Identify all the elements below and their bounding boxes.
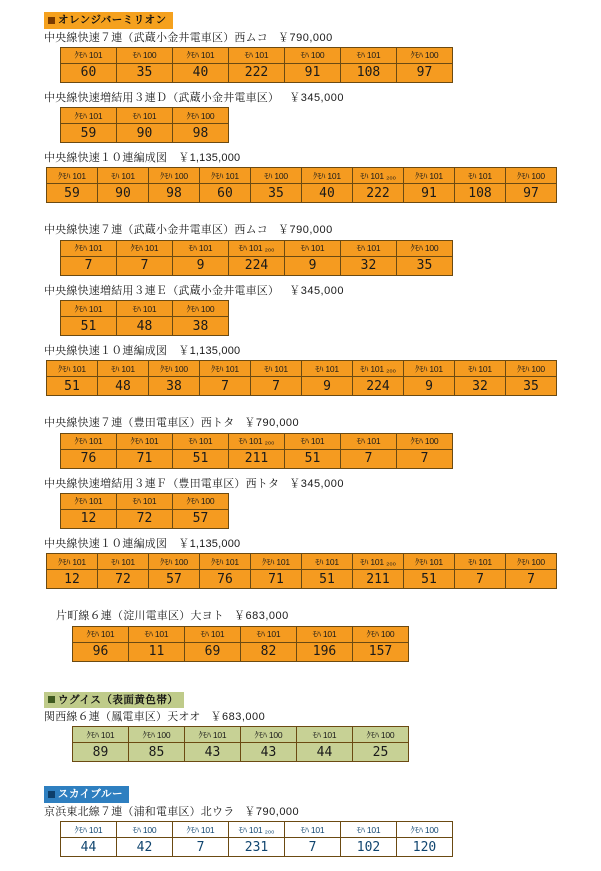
car-number-cell: 38 bbox=[149, 377, 200, 396]
train-entry bbox=[0, 151, 601, 203]
section-label: オレンジバーミリオン bbox=[58, 14, 167, 26]
car-code-cell: ｸﾓﾊ 100 bbox=[173, 108, 229, 124]
car-number-cell: 157 bbox=[353, 642, 409, 661]
car-number-cell: 12 bbox=[61, 509, 117, 528]
train-entry bbox=[0, 31, 601, 83]
car-code-cell: ﾓﾊ 101 ₂₀₀ bbox=[229, 240, 285, 256]
train-title bbox=[44, 151, 601, 165]
car-code-cell: ﾓﾊ 101 bbox=[117, 301, 173, 317]
car-number-cell: 224 bbox=[353, 377, 404, 396]
car-code-cell: ﾓﾊ 101 bbox=[341, 433, 397, 449]
car-code-cell: ﾓﾊ 101 bbox=[285, 433, 341, 449]
car-number-cell: 231 bbox=[229, 838, 285, 857]
car-code-row bbox=[61, 822, 453, 838]
car-number-cell: 90 bbox=[98, 184, 149, 203]
car-code-cell: ﾓﾊ 101 bbox=[98, 168, 149, 184]
car-number-row bbox=[47, 377, 557, 396]
car-code-cell: ﾓﾊ 101 bbox=[455, 554, 506, 570]
car-code-cell: ﾓﾊ 101 bbox=[98, 554, 149, 570]
train-title bbox=[44, 284, 601, 298]
car-formation-table bbox=[60, 240, 453, 276]
car-code-cell: ｸﾓﾊ 101 bbox=[117, 433, 173, 449]
car-code-cell: ｸﾓﾊ 100 bbox=[173, 493, 229, 509]
car-code-cell: ｸﾓﾊ 100 bbox=[173, 301, 229, 317]
car-number-cell: 91 bbox=[404, 184, 455, 203]
car-code-cell: ｸﾓﾊ 101 bbox=[404, 361, 455, 377]
train-title bbox=[44, 710, 601, 724]
car-number-cell: 7 bbox=[251, 377, 302, 396]
car-number-cell: 97 bbox=[397, 63, 453, 82]
car-number-row bbox=[73, 642, 409, 661]
car-code-cell: ｸﾓﾊ 101 bbox=[61, 433, 117, 449]
train-price: ￥345,000 bbox=[289, 284, 344, 297]
train-title bbox=[44, 344, 601, 358]
car-code-row bbox=[61, 433, 453, 449]
car-code-cell: ﾓﾊ 101 bbox=[185, 626, 241, 642]
train-name: 中央線快速７連（武蔵小金井電車区）西ムコ bbox=[44, 224, 268, 237]
car-number-cell: 222 bbox=[229, 63, 285, 82]
train-entry bbox=[0, 609, 601, 661]
car-number-cell: 57 bbox=[173, 509, 229, 528]
car-code-cell: ﾓﾊ 101 bbox=[173, 240, 229, 256]
train-price: ￥345,000 bbox=[289, 477, 344, 490]
car-number-cell: 85 bbox=[129, 743, 185, 762]
car-number-cell: 9 bbox=[404, 377, 455, 396]
car-code-cell: ｸﾓﾊ 101 bbox=[47, 361, 98, 377]
car-number-cell: 69 bbox=[185, 642, 241, 661]
car-code-cell: ｸﾓﾊ 100 bbox=[149, 554, 200, 570]
car-code-cell: ｸﾓﾊ 101 bbox=[61, 493, 117, 509]
car-number-cell: 44 bbox=[61, 838, 117, 857]
car-number-cell: 51 bbox=[404, 570, 455, 589]
car-number-cell: 98 bbox=[149, 184, 200, 203]
car-code-cell: ﾓﾊ 101 bbox=[302, 554, 353, 570]
car-number-cell: 51 bbox=[302, 570, 353, 589]
car-code-cell: ｸﾓﾊ 101 bbox=[61, 108, 117, 124]
car-formation-table bbox=[60, 821, 453, 857]
section-header bbox=[44, 12, 173, 29]
car-number-cell: 44 bbox=[297, 743, 353, 762]
train-price: ￥345,000 bbox=[289, 91, 344, 104]
car-code-row bbox=[61, 47, 453, 63]
car-number-cell: 7 bbox=[506, 570, 557, 589]
car-number-cell: 91 bbox=[285, 63, 341, 82]
car-code-cell: ﾓﾊ 101 ₂₀₀ bbox=[353, 168, 404, 184]
car-number-cell: 59 bbox=[61, 124, 117, 143]
car-code-cell: ｸﾓﾊ 100 bbox=[506, 168, 557, 184]
train-entry bbox=[0, 416, 601, 468]
car-number-cell: 32 bbox=[341, 256, 397, 275]
train-name: 中央線快速増結用３連Ｅ（武蔵小金井電車区） bbox=[44, 284, 280, 297]
car-number-row bbox=[73, 743, 409, 762]
car-code-cell: ﾓﾊ 101 bbox=[455, 168, 506, 184]
car-code-row bbox=[73, 727, 409, 743]
train-entry bbox=[0, 477, 601, 529]
section-marker-icon bbox=[48, 791, 55, 798]
car-formation-table bbox=[46, 553, 557, 589]
car-code-cell: ｸﾓﾊ 101 bbox=[173, 822, 229, 838]
car-code-cell: ﾓﾊ 101 bbox=[285, 822, 341, 838]
car-code-row bbox=[61, 493, 229, 509]
car-code-cell: ｸﾓﾊ 101 bbox=[47, 554, 98, 570]
train-name: 中央線快速１０連編成図 ￥1,135,000 bbox=[44, 152, 241, 165]
car-number-cell: 9 bbox=[285, 256, 341, 275]
car-number-cell: 38 bbox=[173, 317, 229, 336]
train-entry bbox=[0, 805, 601, 857]
car-code-cell: ﾓﾊ 100 bbox=[117, 822, 173, 838]
car-number-row bbox=[47, 570, 557, 589]
car-code-cell: ｸﾓﾊ 101 bbox=[251, 554, 302, 570]
car-formation-table bbox=[72, 626, 409, 662]
car-number-cell: 51 bbox=[47, 377, 98, 396]
car-number-cell: 43 bbox=[241, 743, 297, 762]
train-entry bbox=[0, 284, 601, 336]
train-title bbox=[44, 416, 601, 430]
train-name: 中央線快速７連（豊田電車区）西トタ bbox=[44, 417, 235, 430]
car-number-cell: 222 bbox=[353, 184, 404, 203]
car-code-cell: ﾓﾊ 101 bbox=[241, 626, 297, 642]
car-code-cell: ﾓﾊ 101 bbox=[455, 361, 506, 377]
car-number-cell: 76 bbox=[61, 449, 117, 468]
car-formation-table bbox=[46, 360, 557, 396]
car-number-cell: 43 bbox=[185, 743, 241, 762]
train-entry bbox=[0, 537, 601, 589]
car-code-cell: ｸﾓﾊ 101 bbox=[302, 168, 353, 184]
car-code-cell: ｸﾓﾊ 100 bbox=[397, 822, 453, 838]
car-code-cell: ﾓﾊ 101 bbox=[173, 433, 229, 449]
car-code-cell: ｸﾓﾊ 100 bbox=[149, 361, 200, 377]
section-marker-icon bbox=[48, 17, 55, 24]
car-number-cell: 71 bbox=[251, 570, 302, 589]
section-label: ウグイス（表面黄色帯） bbox=[58, 693, 179, 706]
car-number-cell: 82 bbox=[241, 642, 297, 661]
train-name: 京浜東北線７連（浦和電車区）北ウラ bbox=[44, 806, 235, 819]
car-number-cell: 51 bbox=[285, 449, 341, 468]
train-name: 中央線快速１０連編成図 ￥1,135,000 bbox=[44, 537, 241, 550]
car-number-cell: 76 bbox=[200, 570, 251, 589]
car-code-cell: ｸﾓﾊ 100 bbox=[241, 727, 297, 743]
car-code-cell: ﾓﾊ 101 bbox=[297, 626, 353, 642]
car-number-cell: 7 bbox=[200, 377, 251, 396]
car-number-cell: 72 bbox=[98, 570, 149, 589]
train-title bbox=[44, 805, 601, 819]
car-number-cell: 7 bbox=[117, 256, 173, 275]
car-number-row bbox=[61, 449, 453, 468]
train-price: ￥790,000 bbox=[244, 806, 300, 819]
car-number-row bbox=[47, 184, 557, 203]
train-entry bbox=[0, 344, 601, 396]
car-number-cell: 11 bbox=[129, 642, 185, 661]
car-formation-table bbox=[72, 726, 409, 762]
car-code-cell: ﾓﾊ 100 bbox=[251, 168, 302, 184]
car-number-cell: 42 bbox=[117, 838, 173, 857]
car-code-cell: ｸﾓﾊ 101 bbox=[61, 301, 117, 317]
car-code-cell: ﾓﾊ 101 bbox=[129, 626, 185, 642]
car-code-cell: ｸﾓﾊ 101 bbox=[61, 822, 117, 838]
car-formation-table bbox=[60, 493, 229, 529]
car-number-cell: 108 bbox=[341, 63, 397, 82]
car-number-cell: 9 bbox=[173, 256, 229, 275]
section-header-wrap bbox=[44, 784, 601, 803]
car-code-row bbox=[47, 168, 557, 184]
car-code-row bbox=[61, 240, 453, 256]
train-entry bbox=[0, 223, 601, 275]
car-number-cell: 7 bbox=[341, 449, 397, 468]
car-number-cell: 25 bbox=[353, 743, 409, 762]
train-entry bbox=[0, 710, 601, 762]
train-price: ￥683,000 bbox=[234, 610, 289, 623]
car-number-cell: 35 bbox=[251, 184, 302, 203]
car-number-row bbox=[61, 63, 453, 82]
car-code-cell: ｸﾓﾊ 100 bbox=[506, 554, 557, 570]
car-formation-table bbox=[60, 107, 229, 143]
car-code-cell: ｸﾓﾊ 101 bbox=[200, 361, 251, 377]
car-code-cell: ｸﾓﾊ 101 bbox=[173, 47, 229, 63]
car-number-cell: 51 bbox=[173, 449, 229, 468]
car-number-cell: 7 bbox=[285, 838, 341, 857]
train-price: ￥790,000 bbox=[278, 224, 333, 237]
train-name: 片町線６連（淀川電車区）大ヨト bbox=[56, 610, 224, 623]
car-number-cell: 7 bbox=[455, 570, 506, 589]
car-code-cell: ﾓﾊ 101 bbox=[341, 822, 397, 838]
train-name: 中央線快速増結用３連Ｆ（豊田電車区）西トタ bbox=[44, 477, 280, 490]
car-code-cell: ﾓﾊ 101 ₂₀₀ bbox=[353, 554, 404, 570]
section-header bbox=[44, 786, 129, 803]
car-code-cell: ﾓﾊ 101 bbox=[297, 727, 353, 743]
car-code-row bbox=[61, 108, 229, 124]
car-code-cell: ﾓﾊ 101 bbox=[285, 240, 341, 256]
car-number-cell: 57 bbox=[149, 570, 200, 589]
car-code-cell: ｸﾓﾊ 101 bbox=[47, 168, 98, 184]
car-code-cell: ﾓﾊ 101 bbox=[251, 361, 302, 377]
car-formation-table bbox=[60, 47, 453, 83]
train-title bbox=[44, 91, 601, 105]
car-number-cell: 102 bbox=[341, 838, 397, 857]
car-number-cell: 35 bbox=[506, 377, 557, 396]
car-number-row bbox=[61, 838, 453, 857]
car-number-row bbox=[61, 509, 229, 528]
car-code-cell: ｸﾓﾊ 101 bbox=[73, 626, 129, 642]
car-number-cell: 72 bbox=[117, 509, 173, 528]
car-code-cell: ｸﾓﾊ 100 bbox=[506, 361, 557, 377]
car-code-cell: ﾓﾊ 101 bbox=[98, 361, 149, 377]
car-number-cell: 48 bbox=[98, 377, 149, 396]
car-number-cell: 97 bbox=[506, 184, 557, 203]
train-price: ￥683,000 bbox=[210, 711, 266, 724]
car-code-cell: ｸﾓﾊ 100 bbox=[397, 47, 453, 63]
car-code-row bbox=[73, 626, 409, 642]
car-number-cell: 12 bbox=[47, 570, 98, 589]
car-code-cell: ﾓﾊ 101 bbox=[117, 108, 173, 124]
car-number-cell: 35 bbox=[397, 256, 453, 275]
car-number-cell: 35 bbox=[117, 63, 173, 82]
car-number-cell: 108 bbox=[455, 184, 506, 203]
section-header-wrap bbox=[44, 10, 601, 29]
car-number-row bbox=[61, 124, 229, 143]
train-title bbox=[44, 31, 601, 45]
car-number-cell: 9 bbox=[302, 377, 353, 396]
car-code-cell: ﾓﾊ 100 bbox=[285, 47, 341, 63]
car-code-cell: ｸﾓﾊ 100 bbox=[397, 240, 453, 256]
train-title bbox=[44, 223, 601, 237]
car-code-cell: ｸﾓﾊ 101 bbox=[185, 727, 241, 743]
train-price: ￥790,000 bbox=[244, 417, 300, 430]
train-name: 中央線快速増結用３連Ｄ（武蔵小金井電車区） bbox=[44, 91, 280, 104]
car-number-cell: 98 bbox=[173, 124, 229, 143]
train-name: 中央線快速１０連編成図 ￥1,135,000 bbox=[44, 345, 241, 358]
car-code-cell: ﾓﾊ 101 bbox=[302, 361, 353, 377]
car-code-cell: ﾓﾊ 101 bbox=[117, 493, 173, 509]
car-number-cell: 51 bbox=[61, 317, 117, 336]
train-title bbox=[44, 477, 601, 491]
train-name: 中央線快速７連（武蔵小金井電車区）西ムコ bbox=[44, 31, 268, 44]
car-number-row bbox=[61, 256, 453, 275]
car-code-cell: ｸﾓﾊ 101 bbox=[61, 240, 117, 256]
car-code-cell: ﾓﾊ 101 ₂₀₀ bbox=[229, 433, 285, 449]
train-title bbox=[56, 609, 601, 623]
car-code-cell: ｸﾓﾊ 101 bbox=[404, 554, 455, 570]
car-number-cell: 89 bbox=[73, 743, 129, 762]
car-code-cell: ｸﾓﾊ 101 bbox=[200, 168, 251, 184]
car-code-cell: ﾓﾊ 101 bbox=[341, 47, 397, 63]
car-code-cell: ｸﾓﾊ 101 bbox=[61, 47, 117, 63]
car-code-cell: ｸﾓﾊ 101 bbox=[404, 168, 455, 184]
car-number-cell: 7 bbox=[173, 838, 229, 857]
train-title bbox=[44, 537, 601, 551]
section-marker-icon bbox=[48, 696, 55, 703]
car-number-cell: 90 bbox=[117, 124, 173, 143]
train-name: 関西線６連（鳳電車区）天オオ bbox=[44, 711, 201, 724]
car-number-cell: 7 bbox=[61, 256, 117, 275]
car-code-cell: ﾓﾊ 101 bbox=[229, 47, 285, 63]
car-formation-table bbox=[60, 300, 229, 336]
car-code-cell: ｸﾓﾊ 100 bbox=[129, 727, 185, 743]
car-number-cell: 60 bbox=[61, 63, 117, 82]
train-entry bbox=[0, 91, 601, 143]
car-number-cell: 224 bbox=[229, 256, 285, 275]
train-price: ￥790,000 bbox=[278, 31, 333, 44]
car-number-cell: 32 bbox=[455, 377, 506, 396]
car-code-cell: ﾓﾊ 101 ₂₀₀ bbox=[229, 822, 285, 838]
section-header bbox=[44, 692, 184, 709]
section-header-wrap bbox=[44, 690, 601, 709]
car-number-cell: 48 bbox=[117, 317, 173, 336]
car-number-cell: 120 bbox=[397, 838, 453, 857]
car-number-cell: 71 bbox=[117, 449, 173, 468]
car-number-cell: 60 bbox=[200, 184, 251, 203]
car-formation-table bbox=[60, 433, 453, 469]
car-code-cell: ｸﾓﾊ 101 bbox=[200, 554, 251, 570]
car-code-cell: ｸﾓﾊ 100 bbox=[353, 727, 409, 743]
car-code-cell: ｸﾓﾊ 100 bbox=[353, 626, 409, 642]
car-code-cell: ｸﾓﾊ 100 bbox=[149, 168, 200, 184]
car-code-row bbox=[47, 361, 557, 377]
car-number-cell: 7 bbox=[397, 449, 453, 468]
car-number-cell: 211 bbox=[353, 570, 404, 589]
car-code-cell: ｸﾓﾊ 101 bbox=[73, 727, 129, 743]
car-code-row bbox=[47, 554, 557, 570]
car-formation-table bbox=[46, 167, 557, 203]
section-label: スカイブルー bbox=[58, 788, 123, 801]
car-number-cell: 196 bbox=[297, 642, 353, 661]
car-number-cell: 40 bbox=[302, 184, 353, 203]
car-code-row bbox=[61, 301, 229, 317]
car-number-cell: 40 bbox=[173, 63, 229, 82]
car-code-cell: ﾓﾊ 101 ₂₀₀ bbox=[353, 361, 404, 377]
car-number-cell: 96 bbox=[73, 642, 129, 661]
car-number-row bbox=[61, 317, 229, 336]
car-number-cell: 211 bbox=[229, 449, 285, 468]
car-code-cell: ｸﾓﾊ 100 bbox=[397, 433, 453, 449]
car-code-cell: ｸﾓﾊ 101 bbox=[117, 240, 173, 256]
car-code-cell: ﾓﾊ 100 bbox=[117, 47, 173, 63]
car-code-cell: ﾓﾊ 101 bbox=[341, 240, 397, 256]
car-number-cell: 59 bbox=[47, 184, 98, 203]
